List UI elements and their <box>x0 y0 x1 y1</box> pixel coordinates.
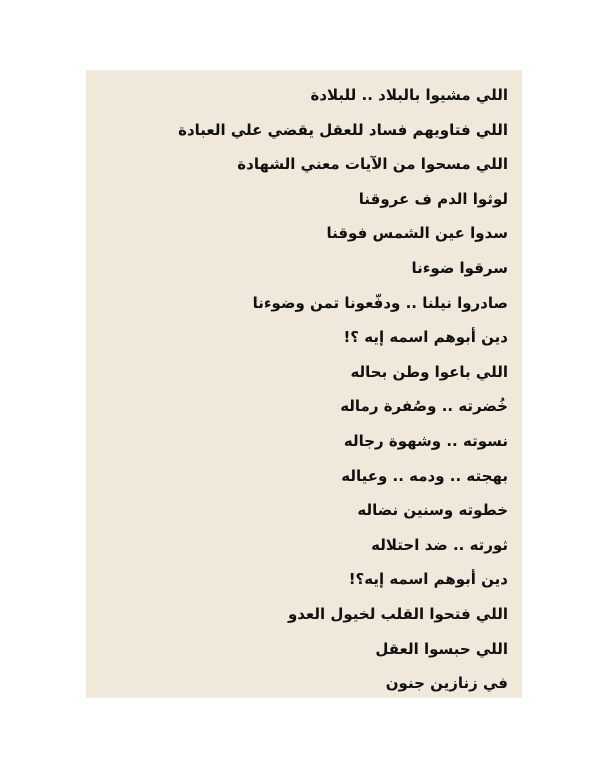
poem-line-1: اللي مشيوا بالبلاد .. للبلادة <box>310 86 508 104</box>
poem-line-12: بهجته .. ودمه .. وعياله <box>341 466 508 485</box>
poem-line-13: خطوته وسنين نضاله <box>357 501 508 520</box>
poem-line-14: ثورته .. ضد احتلاله <box>371 535 508 554</box>
poem-text <box>88 82 508 705</box>
poem-line-7: صادروا نيلنا .. ودفّعونا تمن وضوءنا <box>252 293 508 312</box>
poem-line-15: دين أبوهم اسمه إيه؟! <box>348 570 508 589</box>
poem-line-10: خُضرته .. وصُفرة رماله <box>340 397 508 416</box>
poem-line-5: سدوا عين الشمس فوقنا <box>326 224 508 243</box>
poem-line-2: اللي فتاويهم فساد للعقل يقضي علي العبادة <box>178 120 508 139</box>
poem-line-4: لوثوا الدم ف عروقنا <box>358 189 508 208</box>
poem-line-6: سرقوا ضوءنا <box>411 258 508 277</box>
poem-line-16: اللي فتحوا القلب لخيول العدو <box>287 604 508 623</box>
poem-line-3: اللي مسحوا من الآيات معني الشهادة <box>237 155 508 174</box>
poem-line-11: نسوته .. وشهوة رجاله <box>343 431 508 450</box>
poem-line-17: اللي حبسوا العقل <box>375 639 508 658</box>
poem-line-9: اللي باعوا وطن بحاله <box>350 362 508 381</box>
poem-line-8: دين أبوهم اسمه إيه ؟! <box>343 328 508 347</box>
poem-line-18: في زنازين جنون <box>385 674 508 693</box>
